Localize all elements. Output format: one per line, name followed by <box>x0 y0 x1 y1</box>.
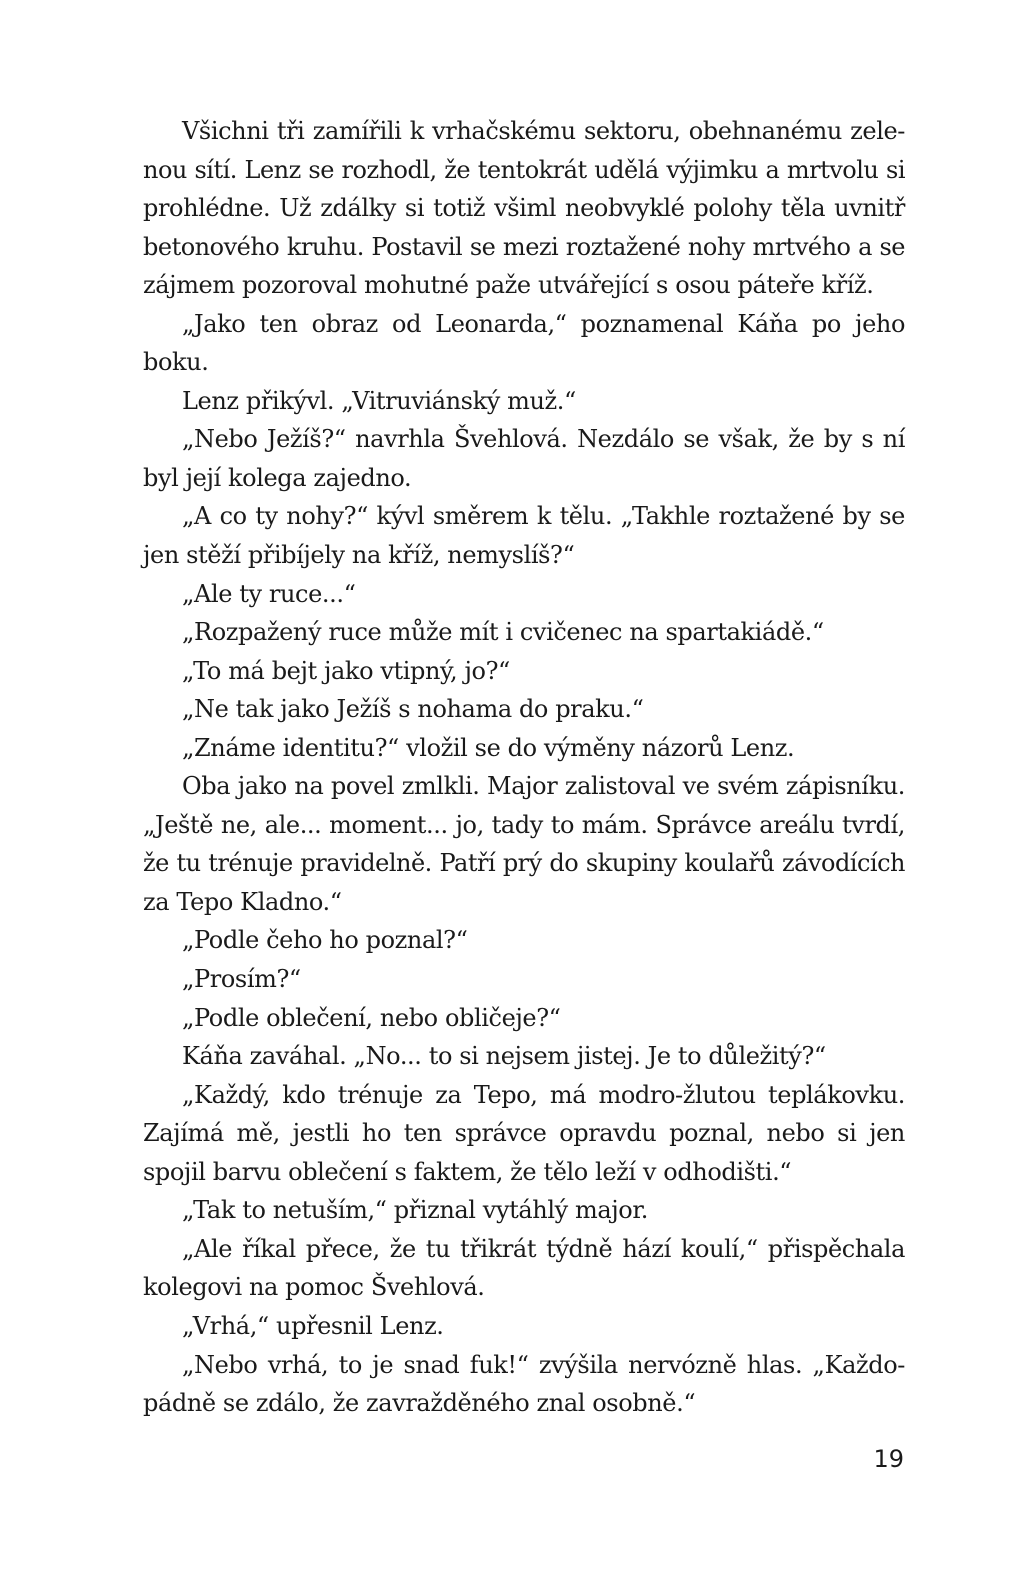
text-line: zájmem pozoroval mohutné paže utvářející s osou páteře kříž. <box>143 271 874 300</box>
text-line: Káňa zaváhal. „No... to si nejsem jistej. Je to důležitý?“ <box>182 1042 826 1071</box>
body-text <box>143 112 905 1423</box>
text-line: „Podle čeho ho poznal?“ <box>182 926 468 955</box>
text-line: „To má bejt jako vtipný, jo?“ <box>182 656 510 685</box>
text-line: boku. <box>143 348 209 377</box>
text-line: pádně se zdálo, že zavražděného znal osobně.“ <box>143 1389 696 1418</box>
text-line: „Nebo Ježíš?“ navrhla Švehlová. Nezdálo se však, že by s ní <box>182 425 905 454</box>
text-line: „Ale ty ruce...“ <box>182 579 356 608</box>
text-line: „Podle oblečení, nebo obličeje?“ <box>182 1003 561 1032</box>
text-line: „A co ty nohy?“ kývl směrem k tělu. „Takhle roztažené by se <box>182 502 905 531</box>
text-line: betonového kruhu. Postavil se mezi roztažené nohy mrtvého a se <box>143 232 905 261</box>
text-line: „Rozpažený ruce může mít i cvičenec na spartakiádě.“ <box>182 618 824 647</box>
text-line: prohlédne. Už zdálky si totiž všiml neobvyklé polohy těla uvnitř <box>143 194 905 223</box>
text-line: „Vrhá,“ upřesnil Lenz. <box>182 1311 444 1340</box>
text-line: „Nebo vrhá, to je snad fuk!“ zvýšila nervózně hlas. „Každo- <box>182 1350 905 1379</box>
text-line: Všichni tři zamířili k vrhačskému sektoru, obehnanému zele- <box>182 117 905 145</box>
text-line: „Známe identitu?“ vložil se do výměny názorů Lenz. <box>182 733 795 762</box>
text-line: nou sítí. Lenz se rozhodl, že tentokrát udělá výjimku a mrtvolu si <box>143 155 905 184</box>
text-line: „Ještě ne, ale... moment... jo, tady to mám. Správce areálu tvrdí, <box>143 810 905 839</box>
page-number: 19 <box>873 1445 904 1473</box>
text-line: spojil barvu oblečení s faktem, že tělo leží v odhodišti.“ <box>143 1157 792 1186</box>
text-line: „Každý, kdo trénuje za Tepo, má modro-žlutou teplákovku. <box>182 1080 905 1109</box>
text-line: „Ne tak jako Ježíš s nohama do praku.“ <box>182 695 644 724</box>
text-line: „Ale říkal přece, že tu třikrát týdně hází koulí,“ přispěchala <box>182 1234 905 1263</box>
text-line: Oba jako na povel zmlkli. Major zalistoval ve svém zápisníku. <box>182 772 905 801</box>
text-line: jen stěží přibíjely na kříž, nemyslíš?“ <box>143 541 575 570</box>
text-line: „Prosím?“ <box>182 965 301 994</box>
text-line: že tu trénuje pravidelně. Patří prý do skupiny koulařů závodících <box>143 849 905 878</box>
text-line: Zajímá mě, jestli ho ten správce opravdu poznal, nebo si jen <box>143 1119 905 1148</box>
text-line: „Jako ten obraz od Leonarda,“ poznamenal Káňa po jeho <box>182 309 905 338</box>
text-line: Lenz přikývl. „Vitruviánský muž.“ <box>182 386 576 415</box>
text-line: byl její kolega zajedno. <box>143 463 412 492</box>
text-line: za Tepo Kladno.“ <box>143 887 342 916</box>
text-line: „Tak to netuším,“ přiznal vytáhlý major. <box>182 1196 649 1225</box>
text-line: kolegovi na pomoc Švehlová. <box>143 1273 485 1302</box>
